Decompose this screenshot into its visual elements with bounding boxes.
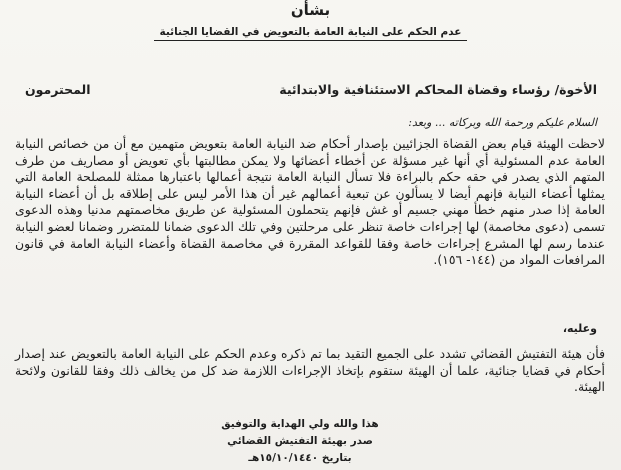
addressee-honorific: المحترمون <box>25 82 91 97</box>
closing-line-1: هذا والله ولي الهداية والتوفيق <box>221 418 379 430</box>
subject-line <box>0 26 621 38</box>
closing-block <box>220 416 380 467</box>
addressee-line <box>25 82 597 97</box>
closing-line-3: بتاريخ ١٥/١٠/١٤٤٠هـ <box>248 452 352 464</box>
addressee-recipients: الأخوة/ رؤساء وقضاة المحاكم الاستئنافية والابتدائية <box>279 82 597 97</box>
therefore-label: وعليه، <box>562 322 597 335</box>
greeting: السلام عليكم ورحمة الله وبركاته ... وبعد: <box>408 116 597 129</box>
subject-text: عدم الحكم على النيابة العامة بالتعويض في القضايا الجنائية <box>154 26 468 41</box>
body-paragraph-1: لاحظت الهيئة قيام بعض القضاة الجزائيين بإصدار أحكام ضد النيابة العامة بتعويض متهمين مع أن من خصائص النيابة العامة عدم المسئولية أي أنها غير مسؤلة عن أخطاء أعضائها ولا يمكن مطالبتها بأي تعويض أو مصاريف من طرف المتهم الذي يصدر في حقه حكم بالبراءة فلا تسأل النيابة العامة نتيجة أعمالها باعتبارها ممثلة للمصلحة العامة التي يمثلها أعضاء النيابة فإنهم أيضا لا يسألون عن تبعية أعمالهم غير أن هذا الأمر ليس على إطلاقه بل أن أعضاء النيابة العامة إذا صدر منهم خطأ مهني جسيم أو غش فإنهم يتحملون المسئولية عن طريق مخاصمتهم مدنيا وهذه الدعوى تسمى (دعوى مخاصمة) لها إجراءات خاصة تنظر على مرحلتين وفي تلك الدعوى ضمانا للمتضرر وضمانا لعضو النيابة عندما رسم لها المشرع إجراءات خاصة وفقا للقواعد المقررة في مخاصمة القضاة وأعضاء النيابة العامة في قانون المرافعات المواد من (١٤٤- ١٥٦). <box>15 136 605 268</box>
subject-heading: بشأن <box>290 1 331 19</box>
closing-line-2: صدر بهيئة التفتيش القضائي <box>227 435 373 447</box>
body-paragraph-2: فأن هيئة التفتيش القضائي تشدد على الجميع التقيد بما تم ذكره وعدم الحكم على النيابة العامة بالتعويض عند إصدار أحكام في قضايا جنائية، علما أن الهيئة ستقوم بإتخاذ الإجراءات اللازمة ضد كل من يخالف ذلك وفقا للقانون ولائحة الهيئة. <box>15 346 605 395</box>
